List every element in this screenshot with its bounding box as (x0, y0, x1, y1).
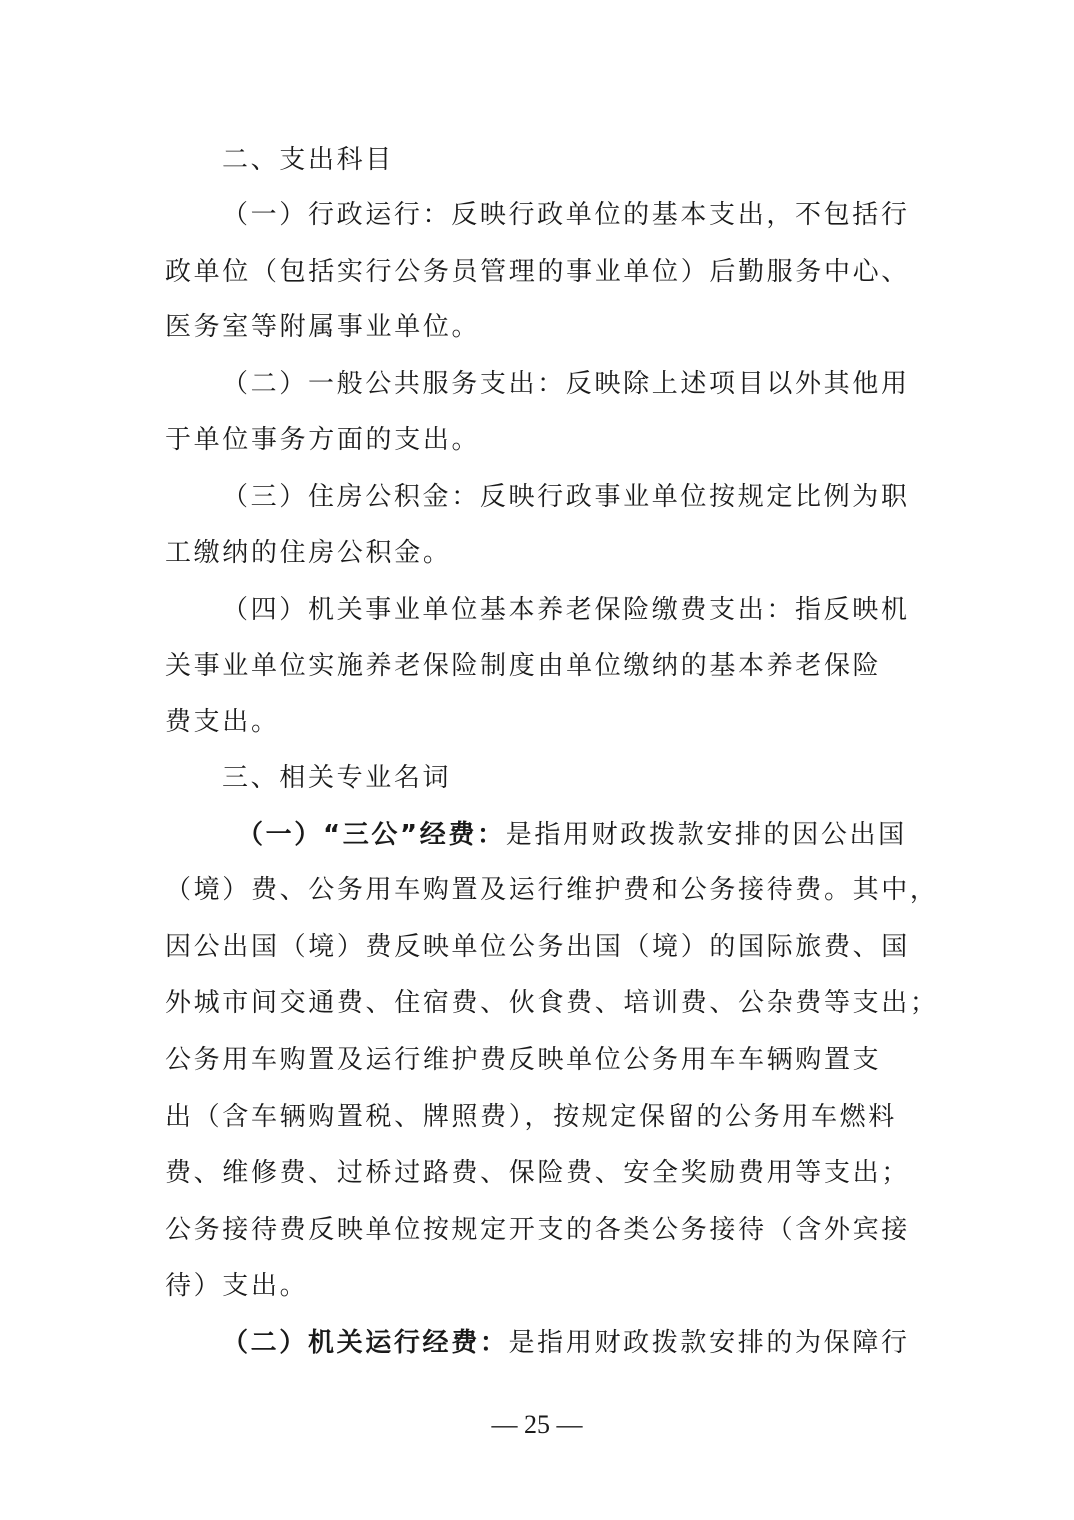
paragraph-line (222, 479, 910, 515)
term-label: （二）机关运行经费： (222, 1328, 509, 1358)
paragraph-line (165, 1042, 881, 1078)
paragraph-line (222, 592, 910, 628)
line-text: （二）一般公共服务支出：反映除上述项目以外其他用 (222, 369, 910, 399)
line-text: 工缴纳的住房公积金。 (165, 538, 452, 568)
page-number: — 25 — (491, 1410, 583, 1439)
paragraph-line (165, 1212, 910, 1248)
line-text: 公务接待费反映单位按规定开支的各类公务接待（含外宾接 (165, 1215, 910, 1245)
paragraph-line (165, 309, 480, 345)
section-heading (222, 142, 394, 178)
paragraph-line (222, 197, 910, 233)
line-text: 关事业单位实施养老保险制度由单位缴纳的基本养老保险 (165, 651, 882, 681)
line-text: 费支出。 (165, 707, 280, 737)
line-text: 政单位（包括实行公务员管理的事业单位）后勤服务中心、 (165, 257, 910, 287)
paragraph-line (165, 254, 910, 290)
paragraph-line (165, 1155, 910, 1191)
section-heading (222, 760, 451, 796)
line-text: 是指用财政拨款安排的因公出国 (505, 820, 907, 850)
term-label: （一）“三公”经费： (237, 820, 506, 850)
paragraph-line (165, 422, 480, 458)
heading-text: 二、支出科目 (222, 145, 394, 175)
paragraph-line (237, 817, 907, 853)
line-text: （三）住房公积金：反映行政事业单位按规定比例为职 (222, 482, 910, 512)
paragraph-line (165, 872, 939, 908)
line-text: 是指用财政拨款安排的为保障行 (508, 1328, 910, 1358)
line-text: 因公出国（境）费反映单位公务出国（境）的国际旅费、国 (165, 932, 910, 962)
line-text: （一）行政运行：反映行政单位的基本支出，不包括行 (222, 200, 910, 230)
line-text: 待）支出。 (165, 1271, 309, 1301)
paragraph-line (222, 1325, 910, 1361)
line-text: 外城市间交通费、住宿费、伙食费、培训费、公杂费等支出； (165, 988, 939, 1018)
paragraph-line (165, 929, 910, 965)
paragraph-line (165, 704, 280, 740)
paragraph-line (165, 648, 881, 684)
line-text: （境）费、公务用车购置及运行维护费和公务接待费。其中， (165, 875, 939, 905)
heading-text: 三、相关专业名词 (222, 763, 452, 793)
line-text: 于单位事务方面的支出。 (165, 425, 481, 455)
line-text: 出（含车辆购置税、牌照费），按规定保留的公务用车燃料 (165, 1102, 897, 1132)
line-text: 费、维修费、过桥过路费、保险费、安全奖励费用等支出； (165, 1158, 910, 1188)
line-text: 公务用车购置及运行维护费反映单位公务用车车辆购置支 (165, 1045, 882, 1075)
paragraph-line (165, 535, 452, 571)
line-text: 医务室等附属事业单位。 (165, 312, 481, 342)
line-text: （四）机关事业单位基本养老保险缴费支出：指反映机 (222, 595, 910, 625)
paragraph-line (165, 1268, 308, 1304)
paragraph-line (165, 1099, 897, 1135)
paragraph-line (165, 985, 939, 1021)
paragraph-line (222, 366, 910, 402)
